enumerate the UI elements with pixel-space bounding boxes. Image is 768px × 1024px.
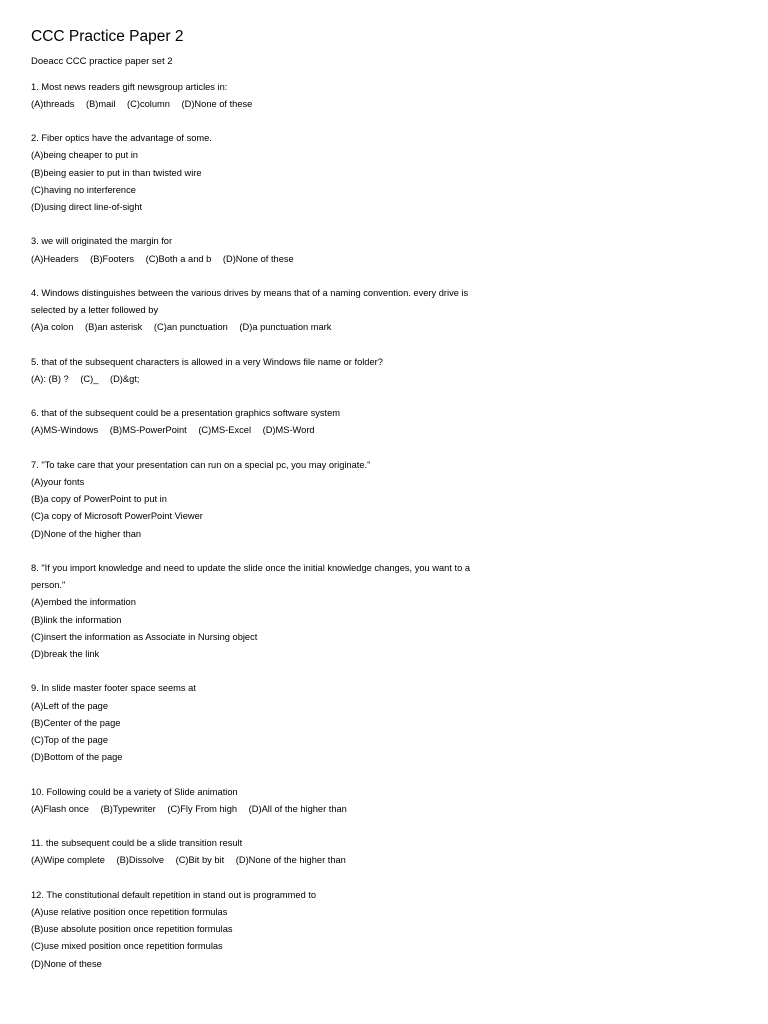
option-c: (C)use mixed position once repetition formulas — [31, 941, 223, 952]
question-7 — [31, 457, 501, 543]
option-d: (D)None of these — [222, 253, 294, 264]
option-b: (B)MS-PowerPoint — [109, 425, 187, 436]
option-a: (A)Left of the page — [31, 700, 109, 711]
question-text: 11. the subsequent could be a slide transition result — [31, 838, 243, 849]
option-d: (D)None of the higher than — [235, 855, 346, 866]
question-text: 9. In slide master footer space seems at — [31, 683, 196, 694]
option-c: (C)having no interference — [31, 184, 136, 195]
option-b: (B)use absolute position once repetition formulas — [31, 924, 233, 935]
question-2 — [31, 130, 501, 216]
option-row — [31, 251, 501, 268]
question-6 — [31, 405, 501, 439]
option-d: (D)None of these — [31, 958, 102, 969]
option-c: (C)insert the information as Associate in Nursing object — [31, 631, 258, 642]
question-12 — [31, 887, 501, 973]
question-text: 10. Following could be a variety of Slide animation — [31, 786, 238, 797]
question-text: 4. Windows distinguishes between the various drives by means that of a naming convention. every drive is selected by a letter followed by — [31, 287, 469, 316]
question-text: 8. "If you import knowledge and need to update the slide once the initial knowledge changes, you want to a person." — [31, 563, 470, 591]
option-d: (D)break the link — [31, 649, 100, 660]
option-b: (B)Typewriter — [100, 803, 156, 814]
option-b: (B)Dissolve — [116, 855, 165, 866]
option-d: (D)None of the higher than — [31, 528, 142, 539]
option-d: (D)a punctuation mark — [239, 322, 332, 333]
option-d: (D)None of these — [181, 98, 253, 109]
question-list — [31, 79, 501, 991]
option-b: (B)Footers — [90, 253, 135, 264]
question-text: 12. The constitutional default repetition in stand out is programmed to — [31, 889, 317, 900]
option-a: (A)MS-Windows — [31, 425, 99, 436]
option-c: (C)column — [127, 98, 170, 109]
page-title: CCC Practice Paper 2 — [31, 28, 184, 45]
question-text: 2. Fiber optics have the advantage of some. — [31, 133, 212, 144]
option-d: (D)&gt; — [109, 373, 140, 384]
option-row — [31, 319, 501, 336]
option-a: (A)Flash once — [31, 803, 89, 814]
option-a: (A)Wipe complete — [31, 855, 105, 866]
option-c: (C)Top of the page — [31, 735, 109, 746]
question-10 — [31, 784, 501, 818]
question-text: 5. that of the subsequent characters is allowed in a very Windows file name or folder? — [31, 356, 383, 367]
option-row — [31, 96, 501, 113]
option-a: (A)your fonts — [31, 477, 85, 488]
option-a: (A)threads — [31, 98, 75, 109]
option-b: (B)being easier to put in than twisted wire — [31, 167, 202, 178]
question-11 — [31, 835, 501, 869]
question-text: 6. that of the subsequent could be a presentation graphics software system — [31, 408, 341, 419]
option-c: (C)a copy of Microsoft PowerPoint Viewer — [31, 511, 203, 522]
page-subtitle: Doeacc CCC practice paper set 2 — [31, 56, 173, 67]
option-b: (B)a copy of PowerPoint to put in — [31, 494, 167, 505]
option-row — [31, 852, 501, 869]
question-1 — [31, 79, 501, 113]
question-8 — [31, 560, 501, 663]
option-b: (B)an asterisk — [84, 322, 143, 333]
question-4 — [31, 285, 501, 337]
question-9 — [31, 680, 501, 766]
question-text: 1. Most news readers gift newsgroup articles in: — [31, 81, 228, 92]
option-a: (A)being cheaper to put in — [31, 150, 138, 161]
option-row — [31, 801, 501, 818]
option-c: (C)Bit by bit — [175, 855, 225, 866]
option-b: (B)mail — [86, 98, 116, 109]
option-b: (B)Center of the page — [31, 717, 121, 728]
question-text: 3. we will originated the margin for — [31, 236, 173, 247]
option-a: (A)use relative position once repetition formulas — [31, 907, 228, 918]
option-c: (C)Both a and b — [145, 253, 212, 264]
option-d: (D)All of the higher than — [248, 803, 347, 814]
option-c: (C)_ — [80, 373, 99, 384]
option-c: (C)an punctuation — [153, 322, 228, 333]
question-3 — [31, 233, 501, 267]
option-a: (A)Headers — [31, 253, 79, 264]
option-a: (A)a colon — [31, 322, 74, 333]
option-row — [31, 422, 501, 439]
option-a-b: (A): (B) ? — [31, 373, 69, 384]
option-d: (D)using direct line-of-sight — [31, 201, 143, 212]
option-a: (A)embed the information — [31, 597, 136, 608]
option-d: (D)Bottom of the page — [31, 752, 123, 763]
option-row — [31, 371, 501, 388]
question-5 — [31, 354, 501, 388]
option-c: (C)MS-Excel — [198, 425, 252, 436]
question-text: 7. "To take care that your presentation can run on a special pc, you may originate." — [31, 459, 371, 470]
option-b: (B)link the information — [31, 614, 122, 625]
option-c: (C)Fly From high — [167, 803, 238, 814]
option-d: (D)MS-Word — [262, 425, 315, 436]
